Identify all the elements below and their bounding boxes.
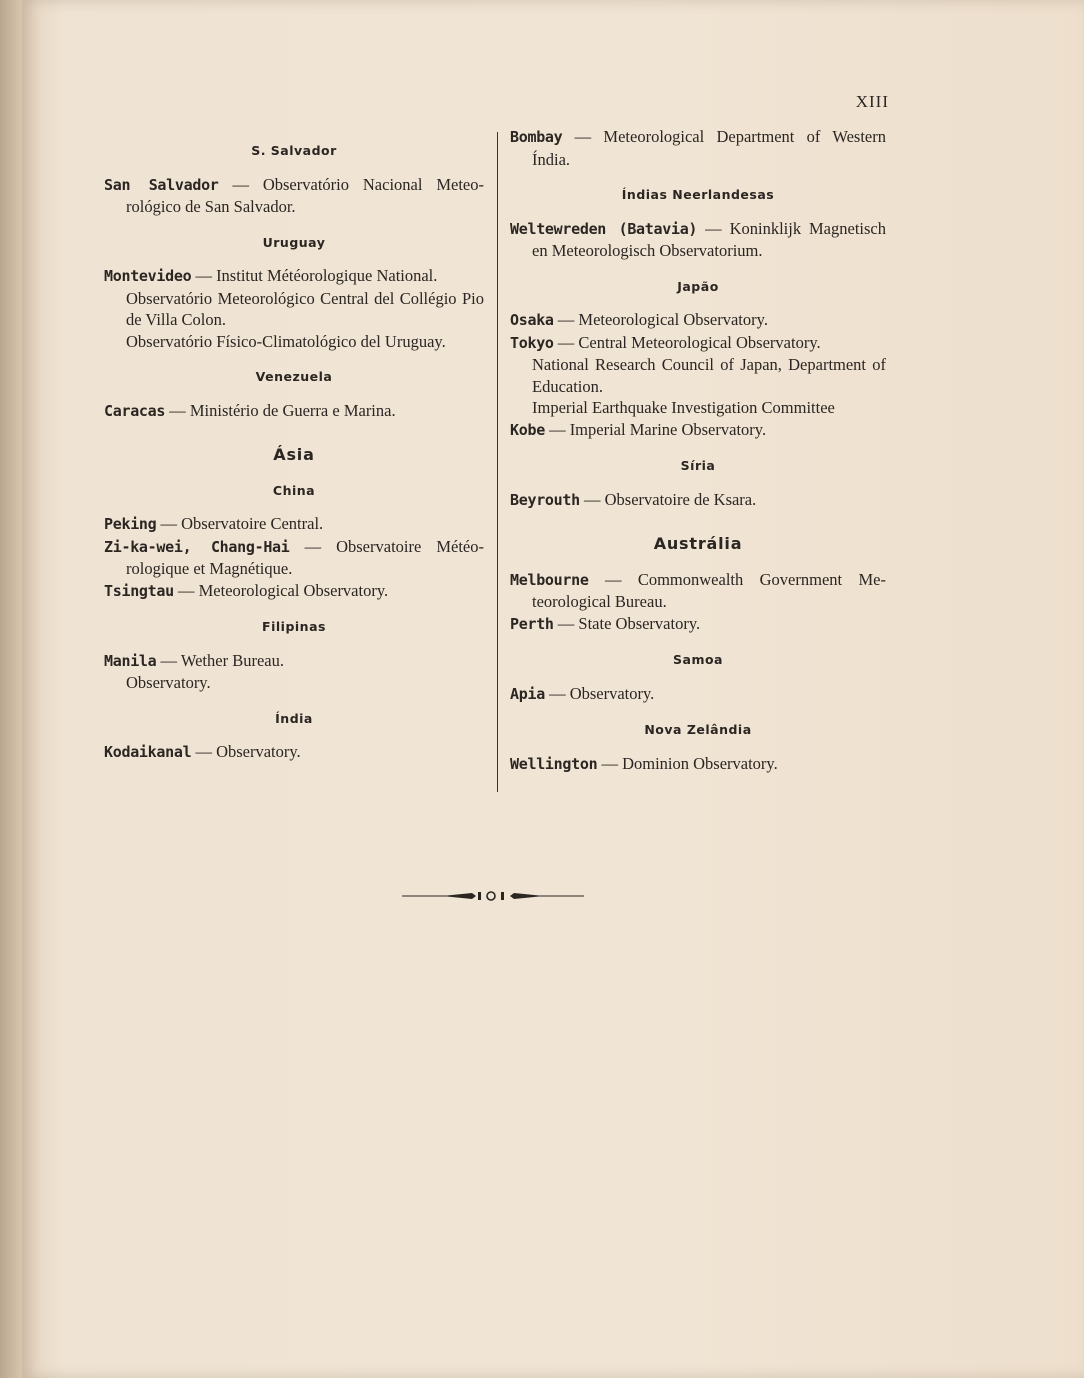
entry-location: Beyrouth: [510, 490, 580, 509]
region-heading: Ásia: [273, 445, 315, 464]
directory-subentry: Observatory.: [126, 673, 211, 692]
entry-location: Zi-ka-wei, Chang-Hai: [104, 537, 290, 556]
left-column: [104, 126, 484, 764]
entry-institution: — Observatório Nacional Meteorológico de San Salvador.: [126, 174, 484, 216]
entry-location: Tokyo: [510, 333, 554, 352]
section-heading: Japão: [677, 278, 719, 294]
entry-location: Kobe: [510, 420, 545, 439]
entry-institution: — Institut Météorologique National.: [191, 266, 438, 285]
page-number: XIII: [855, 92, 889, 111]
directory-subentry: Observatório Meteorológico Central del Collégio Pio de Villa Colon.: [126, 288, 484, 329]
entry-institution: — Imperial Marine Observatory.: [544, 419, 767, 439]
entry-institution: — Observatoire Central.: [156, 514, 324, 533]
right-column: [510, 126, 886, 775]
directory-entry: [104, 513, 484, 536]
entry-location: Tsingtau: [104, 581, 174, 600]
entry-institution: — Central Meteorological Observatory.: [553, 332, 821, 352]
entry-location: Kodaikanal: [104, 743, 192, 761]
entry-institution: — Observatory.: [191, 742, 301, 761]
directory-subentry: Observatório Físico-Climatológico del Uruguay.: [126, 331, 446, 351]
entry-location: Apia: [510, 684, 545, 703]
directory-entry: [104, 265, 484, 288]
directory-entry: [510, 489, 886, 512]
section-heading: Uruguay: [262, 234, 326, 250]
entry-location: Wellington: [510, 754, 598, 773]
entry-institution: — Meteorological Department of Western Índia.: [532, 127, 886, 169]
directory-entry: [510, 683, 886, 706]
directory-entry: [104, 650, 484, 673]
directory-subentry: Imperial Earthquake Investigation Committee: [532, 398, 835, 417]
entry-location: Melbourne: [510, 570, 589, 589]
directory-subentry: National Research Council of Japan, Department of Education.: [532, 355, 886, 396]
section-heading: Filipinas: [262, 619, 326, 634]
directory-entry: [510, 126, 886, 170]
section-heading: S. Salvador: [251, 143, 337, 158]
entry-location: Montevideo: [104, 267, 192, 285]
entry-location: Bombay: [510, 128, 563, 146]
directory-entry: [510, 218, 886, 262]
book-spine: [0, 0, 22, 1378]
directory-entry: [104, 174, 484, 218]
section-heading: Venezuela: [255, 369, 333, 384]
section-heading: China: [272, 482, 316, 498]
entry-institution: — Meteorological Observatory.: [553, 310, 768, 329]
section-heading: Nova Zelândia: [644, 722, 752, 737]
directory-entry: [510, 569, 886, 613]
entry-institution: — Ministério de Guerra e Marina.: [165, 400, 396, 420]
directory-entry: [510, 753, 886, 776]
entry-location: San Salvador: [104, 175, 219, 194]
directory-entry: [510, 419, 886, 442]
entry-institution: — Koninklijk Magnetisch en Meteorologisch Observatorium.: [532, 218, 886, 260]
directory-entry: [510, 332, 886, 355]
entry-institution: — Meteorological Observatory.: [173, 580, 389, 600]
entry-institution: — State Observatory.: [553, 613, 701, 633]
entry-location: Caracas: [104, 401, 166, 420]
entry-institution: — Commonwealth Government Meteorological Bureau.: [532, 569, 886, 611]
entry-location: Osaka: [510, 311, 554, 329]
section-heading: Índias Neerlandesas: [621, 187, 775, 202]
entry-institution: — Dominion Observatory.: [597, 753, 778, 773]
entry-institution: — Observatory.: [544, 683, 655, 703]
region-heading: Austrália: [653, 534, 743, 553]
entry-location: Perth: [510, 614, 554, 633]
section-heading: Índia: [275, 710, 313, 726]
ornament-divider: [402, 888, 584, 904]
section-heading: Síria: [680, 458, 716, 473]
entry-location: Manila: [104, 651, 157, 670]
entry-institution: — Wether Bureau.: [156, 650, 284, 670]
column-divider: [497, 132, 498, 792]
entry-institution: — Observatoire Météorologique et Magnétique.: [126, 536, 484, 578]
section-heading: Samoa: [673, 652, 723, 667]
directory-entry: [510, 309, 886, 332]
directory-entry: [510, 613, 886, 636]
directory-entry: [104, 536, 484, 580]
entry-institution: — Observatoire de Ksara.: [579, 489, 757, 509]
entry-location: Peking: [104, 515, 157, 533]
directory-entry: [104, 580, 484, 603]
directory-entry: [104, 741, 484, 764]
directory-entry: [104, 400, 484, 423]
entry-location: Weltewreden (Batavia): [510, 219, 698, 238]
